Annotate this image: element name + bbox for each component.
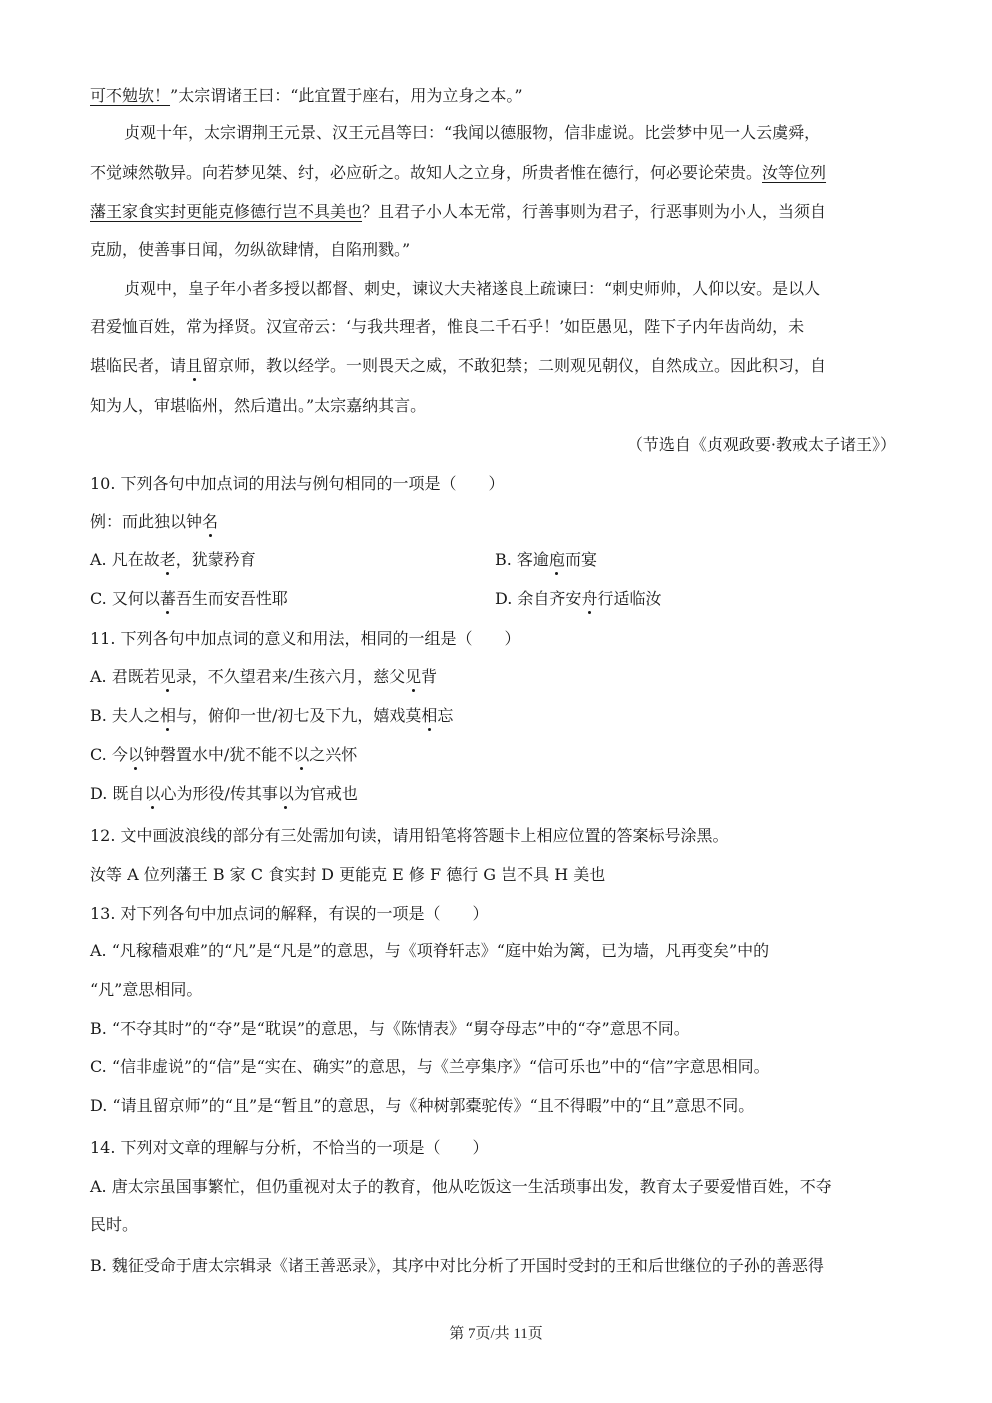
- emphasis-dot-char: 且: [186, 356, 203, 375]
- question-12-stem: 12. 文中画波浪线的部分有三处需加句读，请用铅笔将答题卡上相应位置的答案标号涂黑。: [90, 826, 729, 845]
- passage-line: 藩王家食实封更能克修德行岂不具美也？且君子小人本无常，行善事则为君子，行恶事则为小人，当须自: [90, 202, 827, 221]
- passage-line: 克励，使善事日闻，勿纵欲肆情，自陷刑戮。”: [90, 240, 411, 259]
- passage-line: 贞观中，皇子年小者多授以都督、刺史，谏议大夫褚遂良上疏谏曰：“刺史师帅，人仰以安。是以人: [124, 279, 821, 298]
- question-13-option-a-cont: “凡”意思相同。: [90, 980, 203, 999]
- wavy-underlined-text: 藩王家食实封更能克修德行岂不具美也: [90, 202, 363, 221]
- passage-line: 不觉竦然敬异。向若梦见桀、纣，必应斫之。故知人之立身，所贵者惟在德行，何必要论荣贵。汝等位列: [90, 163, 827, 182]
- question-10-example: 例：而此独以钟名: [90, 512, 219, 531]
- emphasis-dot-char: 以: [127, 745, 144, 764]
- question-13-stem: 13. 对下列各句中加点词的解释，有误的一项是（ ）: [90, 904, 489, 923]
- passage-line: 君爱恤百姓，常为择贤。汉宣帝云：‘与我共理者，惟良二千石乎！’如臣愚见，陛下子内年齿尚幼，未: [90, 317, 805, 336]
- emphasis-dot-char: 蕃: [159, 589, 176, 608]
- question-10-option-c: C. 又何以蕃吾生而安吾性耶: [90, 589, 288, 608]
- question-13-option-b: B. “不夺其时”的“夺”是“耽误”的意思，与《陈情表》“舅夺母志”中的“夺”意思不同。: [90, 1019, 690, 1038]
- question-10-option-b: B. 客逾庖而宴: [495, 550, 597, 569]
- emphasis-dot-char: 见: [405, 667, 422, 686]
- page-number: 第 7页/共 11页: [449, 1326, 543, 1342]
- wavy-underlined-text: 汝等位列: [762, 163, 827, 182]
- wavy-underlined-text: 可不勉欤！: [90, 86, 171, 105]
- question-13-option-d: D. “请且留京师”的“且”是“暂且”的意思，与《种树郭橐驼传》“且不得暇”中的“且”意思不同。: [90, 1096, 755, 1115]
- passage-line: 堪临民者，请且留京师，教以经学。一则畏天之威，不敢犯禁；二则观见朝仪，自然成立。因此积习，自: [90, 356, 827, 375]
- question-11-stem: 11. 下列各句中加点词的意义和用法，相同的一组是（ ）: [90, 629, 521, 648]
- question-13-option-c: C. “信非虚说”的“信”是“实在、确实”的意思，与《兰亭集序》“信可乐也”中的“信”字意思相同。: [90, 1057, 770, 1076]
- emphasis-dot-char: 相: [159, 706, 176, 725]
- question-10-stem: 10. 下列各句中加点词的用法与例句相同的一项是（ ）: [90, 474, 505, 493]
- question-11-option-d: D. 既自以心为形役/传其事以为官戒也: [90, 784, 358, 803]
- question-11-option-b: B. 夫人之相与，俯仰一世/初七及下九，嬉戏莫相忘: [90, 706, 454, 725]
- emphasis-dot-char: 相: [421, 706, 438, 725]
- question-14-stem: 14. 下列对文章的理解与分析，不恰当的一项是（ ）: [90, 1138, 489, 1157]
- emphasis-dot-char: 老: [159, 550, 176, 569]
- question-13-option-a: A. “凡稼穑艰难”的“凡”是“凡是”的意思，与《项脊轩志》“庭中始为篱，已为墙，凡再变矣”中的: [90, 941, 770, 960]
- passage-source: （节选自《贞观政要·教戒太子诸王》）: [626, 435, 896, 454]
- question-14-option-a: A. 唐太宗虽国事繁忙，但仍重视对太子的教育，他从吃饭这一生活琐事出发，教育太子要爱惜百姓，不夺: [90, 1177, 832, 1196]
- question-10-option-d: D. 余自齐安舟行适临汝: [495, 589, 662, 608]
- passage-line: 知为人，审堪临州，然后遣出。”太宗嘉纳其言。: [90, 396, 427, 415]
- passage-line: 可不勉欤！”太宗谓诸王曰：“此宜置于座右，用为立身之本。”: [90, 86, 523, 105]
- passage-line: 贞观十年，太宗谓荆王元景、汉王元昌等曰：“我闻以德服物，信非虚说。比尝梦中见一人云虞舜，: [124, 123, 821, 142]
- emphasis-dot-char: 舟: [581, 589, 598, 608]
- question-14-option-a-cont: 民时。: [90, 1215, 139, 1234]
- question-11-option-c: C. 今以钟磬置水中/犹不能不以之兴怀: [90, 745, 358, 764]
- question-10-option-a: A. 凡在故老，犹蒙矜育: [90, 550, 256, 569]
- emphasis-dot-char: 庖: [548, 550, 565, 569]
- emphasis-dot-char: 以: [277, 784, 294, 803]
- question-14-option-b: B. 魏征受命于唐太宗辑录《诸王善恶录》，其序中对比分析了开国时受封的王和后世继位的子孙的善恶得: [90, 1256, 824, 1275]
- emphasis-dot-char: 见: [159, 667, 176, 686]
- question-11-option-a: A. 君既若见录，不久望君来/生孩六月，慈父见背: [90, 667, 438, 686]
- emphasis-dot-char: 以: [293, 745, 310, 764]
- question-12-sentence: 汝等 A 位列藩王 B 家 C 食实封 D 更能克 E 修 F 德行 G 岂不具 H 美也: [90, 865, 606, 884]
- emphasis-dot-char: 名: [202, 512, 219, 531]
- emphasis-dot-char: 以: [144, 784, 161, 803]
